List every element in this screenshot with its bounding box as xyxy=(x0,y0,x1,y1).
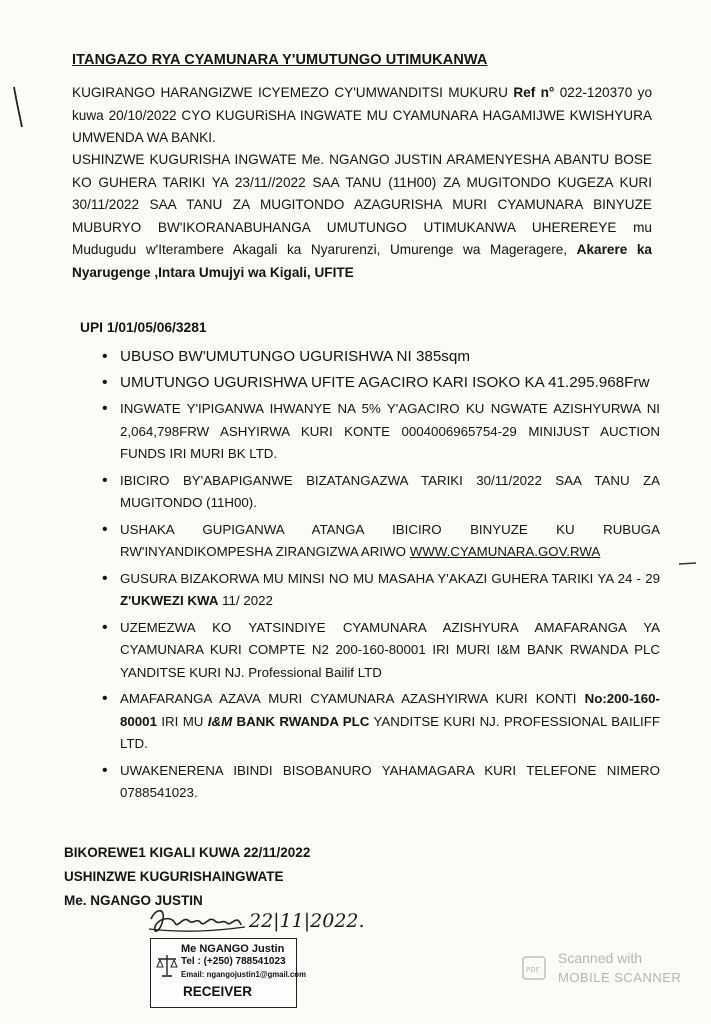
list-item: • USHAKA GUPIGANWA ATANGA IBICIRO BINYUZE KU RUBUGA RW'INYANDIKOMPESHA ZIRANGIZWA ARIWO WWW.CYAMUNARA.GOV.RWA xyxy=(100,519,660,564)
list-item: • UBUSO BW'UMUTUNGO UGURISHWA NI 385sqm xyxy=(100,346,660,368)
upi-number: UPI 1/01/05/06/3281 xyxy=(80,320,207,335)
list-item: • UZEMEZWA KO YATSINDIYE CYAMUNARA AZISHYURA AMAFARANGA YA CYAMUNARA KURI COMPTE N2 200-160-80001 IRI MURI I&M BANK RWANDA PLC YANDITSE KURI NJ. Professional Bailif LTD xyxy=(100,617,660,685)
receiver-stamp xyxy=(150,938,307,1008)
signoff-role: USHINZWE KUGURISHAINGWATE xyxy=(64,869,284,884)
intro-text: KUGIRANGO HARANGIZWE ICYEMEZO CY'UMWANDITSI MUKURU xyxy=(72,85,514,100)
intro-paragraph xyxy=(72,82,652,150)
pdf-file-icon xyxy=(522,956,550,982)
signoff-place-date: BIKOREWE1 KIGALI KUWA 22/11/2022 xyxy=(64,845,311,860)
announcement-location: Akarere ka Nyarugenge ,Intara Umujyi wa Kigali, UFITE xyxy=(72,242,652,280)
list-item: • GUSURA BIZAKORWA MU MINSI NO MU MASAHA Y'AKAZI GUHERA TARIKI YA 24 - 29 Z'UKWEZI KWA 11/ 2022 xyxy=(100,568,660,613)
list-item: • IBICIRO BY'ABAPIGANWE BIZATANGAZWA TARIKI 30/11/2022 SAA TANU ZA MUGITONDO (11H00). xyxy=(100,470,660,515)
stamp-phone: Tel : (+250) 788541023 xyxy=(181,956,286,967)
stamp-label: RECEIVER xyxy=(183,984,253,999)
svg-text:PDF: PDF xyxy=(526,966,540,974)
stamp-name: Me NGANGO Justin xyxy=(181,943,285,955)
intro-rest: 022-120370 yo kuwa 20/10/2022 CYO KUGURiSHA INGWATE MU CYAMUNARA HAGAMIJWE KWISHYURA UMWENDA WA BANKI. xyxy=(72,85,653,145)
list-item: • UMUTUNGO UGURISHWA UFITE AGACIRO KARI ISOKO KA 41.295.968Frw xyxy=(100,372,660,394)
announcement-text: USHINZWE KUGURISHA INGWATE Me. NGANGO JUSTIN ARAMENYESHA ABANTU BOSE KO GUHERA TARIKI YA 23/11//2022 SAA TANU (11H00) ZA MUGITONDO KUGEZA KURI 30/11/2022 SAA TANU ZA MUGITONDO AZAGURISHA MURI CYAMUNARA BINYUZE MUBURYO BW'IKORANABUHANGA UMUTUNGO UTIMUKANWA UHEREREYE mu Mudugudu w'Iterambere Akagali ka Nyarurenzi, Umurenge wa Mageragere, xyxy=(72,152,652,257)
watermark-line-1: Scanned with xyxy=(558,950,643,966)
stamp-email: Email: ngangojustin1@gmail.com xyxy=(181,970,307,979)
conditions-list xyxy=(100,346,660,809)
document-title: ITANGAZO RYA CYAMUNARA Y'UMUTUNGO UTIMUKANWA xyxy=(72,52,488,68)
scales-of-justice-icon xyxy=(156,953,178,979)
signoff-name: Me. NGANGO JUSTIN xyxy=(64,893,203,908)
ref-label: Ref n° xyxy=(513,85,555,100)
margin-pen-mark xyxy=(10,85,26,130)
auction-website-link[interactable]: WWW.CYAMUNARA.GOV.RWA xyxy=(409,544,601,559)
list-item: • AMAFARANGA AZAVA MURI CYAMUNARA AZASHYIRWA KURI KONTI No:200-160-80001 IRI MU I&M BANK RWANDA PLC YANDITSE KURI NJ. PROFESSIONAL BAILIFF LTD. xyxy=(100,688,660,756)
handwritten-date: 22|11|2022. xyxy=(249,910,365,932)
margin-dash-mark xyxy=(678,560,698,568)
announcement-paragraph xyxy=(72,149,652,284)
list-item: • UWAKENERENA IBINDI BISOBANURO YAHAMAGARA KURI TELEFONE NIMERO 0788541023. xyxy=(100,760,660,805)
list-item: • INGWATE Y'IPIGANWA IHWANYE NA 5% Y'AGACIRO KU NGWATE AZISHYURWA NI 2,064,798FRW ASHYIRWA KURI KONTE 0004006965754-29 MINIJUST AUCTION FUNDS IRI MURI BK LTD. xyxy=(100,398,660,466)
watermark-line-2: MOBILE SCANNER xyxy=(558,970,682,985)
